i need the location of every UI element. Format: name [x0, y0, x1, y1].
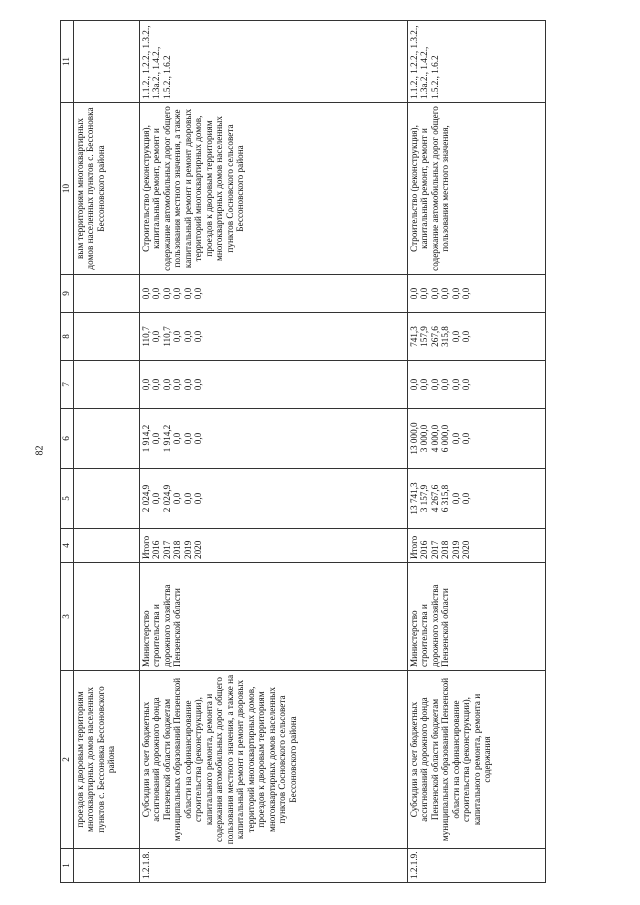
table-row — [408, 21, 546, 883]
row-fed — [408, 409, 546, 469]
row-id: 1.2.1.9. — [408, 849, 546, 883]
cell-empty — [74, 313, 140, 361]
value: 0,0 — [409, 287, 419, 300]
cell-empty — [74, 361, 140, 409]
value: 3 000,0 — [419, 424, 430, 453]
value: 0,0 — [172, 492, 183, 505]
value: 1 914,2 — [161, 424, 172, 453]
value: 0,0 — [182, 287, 193, 300]
value: 0,0 — [182, 492, 193, 505]
value: 4 000,0 — [429, 424, 440, 453]
row-reg — [140, 361, 408, 409]
value: 0,0 — [419, 378, 430, 391]
year-label: 2016 — [151, 540, 162, 559]
rotated-table-wrapper — [60, 21, 575, 883]
page-number: 82 — [34, 445, 46, 456]
year-label: 2018 — [172, 540, 183, 559]
value: 2 024,9 — [141, 484, 151, 513]
row-total — [408, 469, 546, 529]
header-cell: 9 — [61, 275, 74, 313]
year-label: 2017 — [161, 540, 172, 559]
value: 0,0 — [161, 287, 172, 300]
header-cell: 10 — [61, 103, 74, 275]
value: 6 000,0 — [440, 424, 451, 453]
header-cell: 11 — [61, 21, 74, 103]
value: 0,0 — [151, 378, 162, 391]
year-label: 2018 — [440, 540, 451, 559]
value: 0,0 — [461, 287, 472, 300]
row-local — [140, 313, 408, 361]
continuation-row — [74, 21, 140, 883]
value: 13 000,0 — [409, 422, 419, 455]
year-label: 2020 — [193, 540, 204, 559]
header-cell: 8 — [61, 313, 74, 361]
row-reg — [408, 361, 546, 409]
row-local — [408, 313, 546, 361]
header-cell: 2 — [61, 671, 74, 849]
row-other — [140, 275, 408, 313]
value: 0,0 — [151, 492, 162, 505]
value: 0,0 — [172, 378, 183, 391]
cont-result-cell: вым территориям многоквартирных домов населенных пунктов с. Бессоновка Бессоновского района — [74, 103, 140, 275]
value: 0,0 — [461, 492, 472, 505]
value: 0,0 — [450, 378, 461, 391]
value: 0,0 — [429, 287, 440, 300]
value: 0,0 — [419, 287, 430, 300]
row-other — [408, 275, 546, 313]
row-indicators: 1.1.2., 1.2.2., 1.3.2., 1.3а.2., 1.4.2., 1.5.2., 1.6.2 — [408, 21, 546, 103]
row-id: 1.2.1.8. — [140, 849, 408, 883]
row-years — [408, 529, 546, 563]
cell-empty — [74, 469, 140, 529]
value: 0,0 — [172, 287, 183, 300]
value: 0,0 — [193, 378, 204, 391]
value: 0,0 — [450, 330, 461, 343]
value: 0,0 — [151, 432, 162, 445]
value: 0,0 — [193, 432, 204, 445]
table-row — [140, 21, 408, 883]
row-executor: Министерство строительства и дорожного хозяйства Пензенской области — [408, 563, 546, 671]
value: 267,6 — [429, 326, 440, 347]
value: 0,0 — [172, 330, 183, 343]
value: 6 315,8 — [440, 484, 451, 513]
row-result: Строительство (реконструкция), капитальный ремонт, ремонт и содержание автомобильных дорог общего пользования местного значения, а также капитальный ремонт и ремонт дворовых территорий многоквартирных домов, проездов к дворовым территориям многоквартирных домов населенных пунктов Сосновского сельсовета Бессоновского района — [140, 103, 408, 275]
value: 0,0 — [450, 432, 461, 445]
cell-empty — [74, 849, 140, 883]
year-label: 2017 — [429, 540, 440, 559]
row-years — [140, 529, 408, 563]
value: 0,0 — [193, 287, 204, 300]
value: 157,9 — [419, 326, 430, 347]
cell-empty — [74, 275, 140, 313]
value: 315,8 — [440, 326, 451, 347]
year-label: 2020 — [461, 540, 472, 559]
header-cell: 1 — [61, 849, 74, 883]
header-cell: 5 — [61, 469, 74, 529]
cont-name-cell: проездов к дворовым территориям многоквартирных домов населенных пунктов с. Бессоновка Бессоновского района — [74, 671, 140, 849]
value: 0,0 — [193, 330, 204, 343]
cell-empty — [74, 409, 140, 469]
value: 0,0 — [141, 378, 151, 391]
cell-empty — [74, 21, 140, 103]
header-cell: 7 — [61, 361, 74, 409]
value: 110,7 — [141, 326, 151, 347]
value: 0,0 — [182, 330, 193, 343]
value: 13 741,3 — [409, 482, 419, 515]
value: 0,0 — [461, 378, 472, 391]
value: 4 267,6 — [429, 484, 440, 513]
value: 0,0 — [450, 492, 461, 505]
value: 110,7 — [161, 326, 172, 347]
value: 0,0 — [440, 287, 451, 300]
row-name: Субсидии за счет бюджетных ассигнований дорожного фонда Пензенской области бюджетам муниципальных образований Пензенской области на софинансирование строительства (реконструкции), капитального ремонта, ремонта и содержания — [408, 671, 546, 849]
value: 0,0 — [182, 432, 193, 445]
cell-empty — [74, 529, 140, 563]
value: 0,0 — [161, 378, 172, 391]
row-total — [140, 469, 408, 529]
header-cell: 3 — [61, 563, 74, 671]
value: 0,0 — [440, 378, 451, 391]
year-label: 2019 — [182, 540, 193, 559]
header-cell: 4 — [61, 529, 74, 563]
value: 0,0 — [172, 432, 183, 445]
value: 741,3 — [409, 326, 419, 347]
value: 0,0 — [151, 287, 162, 300]
value: 0,0 — [450, 287, 461, 300]
header-cell: 6 — [61, 409, 74, 469]
value: 0,0 — [461, 330, 472, 343]
value: 0,0 — [182, 378, 193, 391]
program-table — [60, 20, 546, 883]
value: 0,0 — [461, 432, 472, 445]
header-row — [61, 21, 74, 883]
row-name: Субсидии за счет бюджетных ассигнований дорожного фонда Пензенской области бюджетам муниципальных образований Пензенской области на софинансирование строительства (реконструкции), капитального ремонта, ремонта и содержания автомобильных дорог общего пользования местного значения, а также на капитальный ремонт и ремонт дворовых территорий многоквартирных домов, проездов к дворовым территориям многоквартирных домов населенных пунктов Сосновского сельсовета Бессоновского района — [140, 671, 408, 849]
row-executor: Министерство строительства и дорожного хозяйства Пензенской области — [140, 563, 408, 671]
value: 0,0 — [151, 330, 162, 343]
year-label: Итого — [141, 535, 151, 559]
value: 3 157,9 — [419, 484, 430, 513]
value: 2 024,9 — [161, 484, 172, 513]
row-indicators: 1.1.2., 1.2.2., 1.3.2., 1.3а.2., 1.4.2., 1.5.2., 1.6.2 — [140, 21, 408, 103]
value: 0,0 — [141, 287, 151, 300]
year-label: 2016 — [419, 540, 430, 559]
value: 0,0 — [429, 378, 440, 391]
value: 0,0 — [193, 492, 204, 505]
cell-empty — [74, 563, 140, 671]
value: 1 914,2 — [141, 424, 151, 453]
value: 0,0 — [409, 378, 419, 391]
row-result: Строительство (реконструкция), капитальный ремонт, ремонт и содержание автомобильных дорог общего пользования местного значения, — [408, 103, 546, 275]
year-label: Итого — [409, 535, 419, 559]
row-fed — [140, 409, 408, 469]
year-label: 2019 — [450, 540, 461, 559]
